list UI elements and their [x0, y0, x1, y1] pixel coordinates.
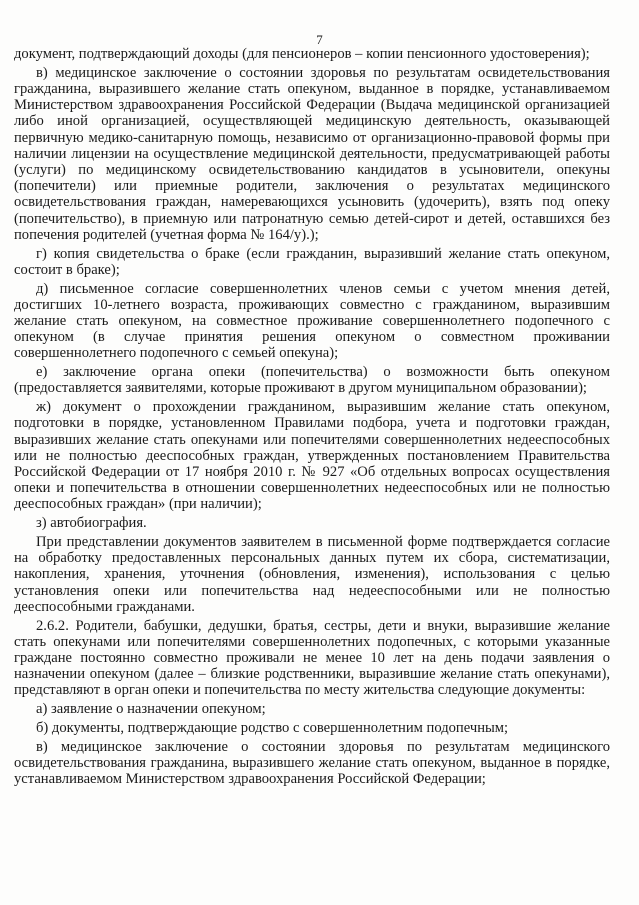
paragraph: а) заявление о назначении опекуном; [36, 701, 266, 718]
page-number: 7 [316, 32, 323, 47]
paragraph: г) копия свидетельства о браке (если гражданин, выразивший желание стать опекуном, состоит в браке); [14, 245, 610, 278]
paragraph: в) медицинское заключение о состоянии здоровья по результатам медицинского освидетельствования гражданина, выразившего желание стать опекуном, выданное в порядке, устанавливаемом Министерством здравоохранения Российской Федерации; [14, 738, 610, 788]
paragraph: 2.6.2. Родители, бабушки, дедушки, братья, сестры, дети и внуки, выразившие желание стать опекунами или попечителями совершеннолетних подопечных, с которыми указанные граждане постоянно совместно проживали не менее 10 лет на день подачи заявления о назначении опекуном (далее – близкие родственники, выразившие желание стать опекунами), представляют в орган опеки и попечительства по месту жительства следующие документы: [14, 617, 610, 699]
paragraph: ж) документ о прохождении гражданином, выразившим желание стать опекуном, подготовки в порядке, установленном Правилами подбора, учета и подготовки граждан, выразивших желание стать опекунами или попечителями совершеннолетних недееспособных или не полностью дееспособных граждан, утвержденных постановлением Правительства Российской Федерации от 17 ноября 2010 г. № 927 «Об отдельных вопросах осуществления опеки и попечительства в отношении совершеннолетних недееспособных или не полностью дееспособных граждан» (при наличии); [14, 399, 610, 513]
paragraph: документ, подтверждающий доходы (для пенсионеров – копии пенсионного удостоверения); [14, 46, 590, 62]
paragraph: з) автобиография. [36, 515, 147, 532]
paragraph: е) заключение органа опеки (попечительства) о возможности быть опекуном (предоставляется заявителями, которые проживают в другом муниципальном образовании); [14, 364, 610, 397]
document-body [14, 46, 610, 787]
paragraph: в) медицинское заключение о состоянии здоровья по результатам освидетельствования гражданина, выразившего желание стать опекуном, выданное в порядке, устанавливаемом Министерством здравоохранения Российской Федерации (Выдача медицинской организацией либо иной организацией, осуществляющей медицинскую деятельность, оказывающей первичную медико-санитарную помощь, независимо от организационно-правовой формы при наличии лицензии на осуществление медицинской деятельности, предусматривающей работы (услуги) по медицинскому освидетельствованию кандидатов в усыновители, опекуны (попечители) или приемные родители, заключения о результатах медицинского освидетельствования граждан, намеревающихся усыновить (удочерить), взять под опеку (попечительство), в приемную или патронатную семью детей-сирот и детей, оставшихся без попечения родителей (учетная форма № 164/у).); [14, 64, 610, 243]
paragraph: д) письменное согласие совершеннолетних членов семьи с учетом мнения детей, достигших 10-летнего возраста, проживающих совместно с гражданином, выразившим желание стать опекуном, на совместное проживание совершеннолетнего подопечного с опекуном (в случае принятия решения опекуном о совместном проживании совершеннолетнего подопечного с семьей опекуна); [14, 280, 610, 362]
paragraph: б) документы, подтверждающие родство с совершеннолетним подопечным; [36, 720, 509, 737]
paragraph: При представлении документов заявителем в письменной форме подтверждается согласие на обработку предоставленных персональных данных путем их сбора, систематизации, накопления, хранения, уточнения (обновления, изменения), использования с целью установления опеки или попечительства над недееспособными или не полностью дееспособными гражданами. [14, 534, 610, 615]
